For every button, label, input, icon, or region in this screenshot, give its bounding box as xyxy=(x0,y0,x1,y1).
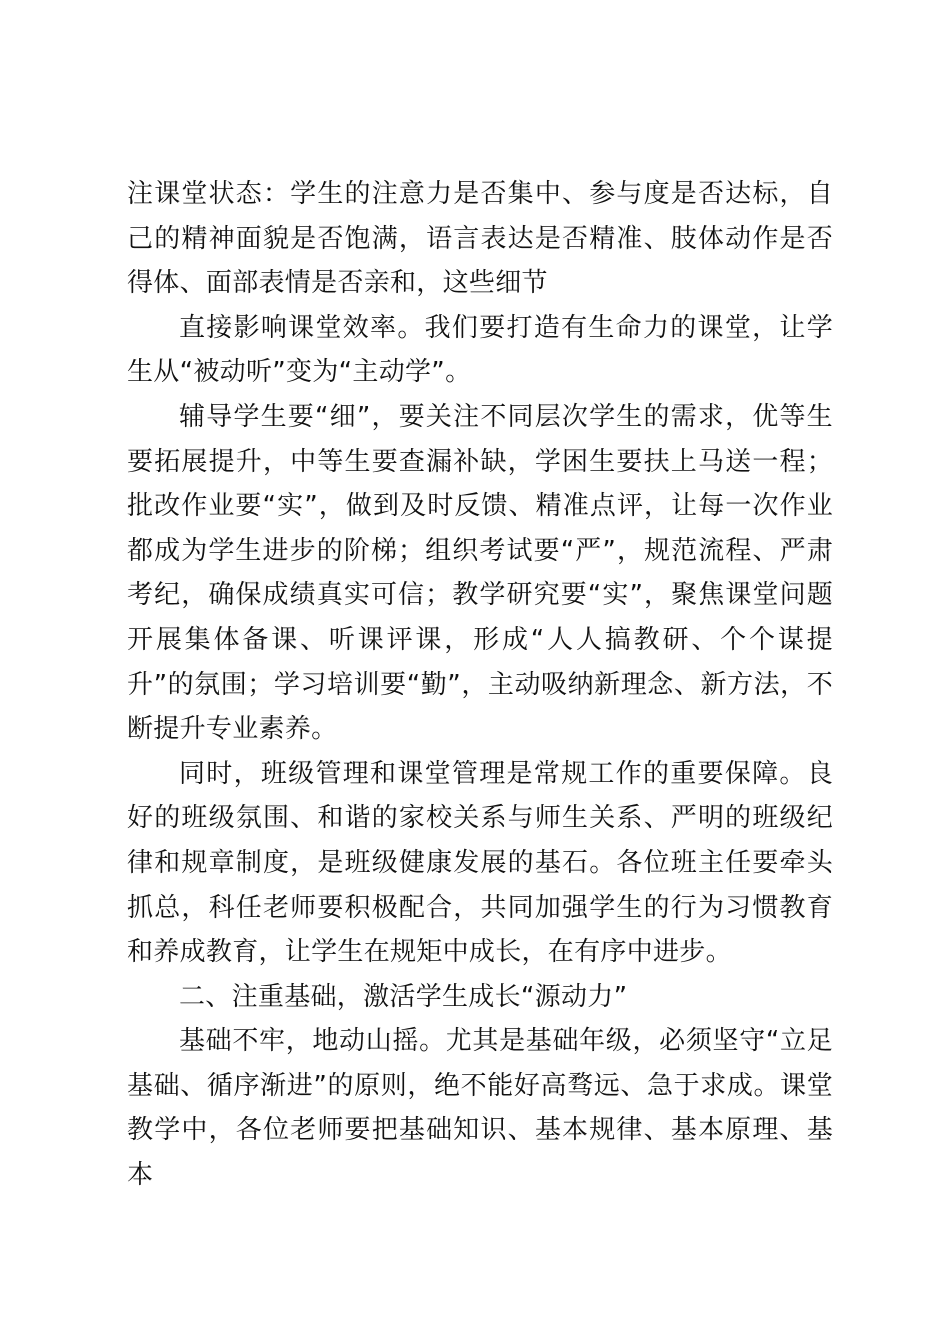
paragraph-classroom-efficiency: 直接影响课堂效率。我们要打造有生命力的课堂，让学生从“被动听”变为“主动学”。 xyxy=(127,312,833,388)
paragraph-class-management: 同时，班级管理和课堂管理是常规工作的重要保障。良好的班级氛围、和谐的家校关系与师生关系、严明的班级纪律和规章制度，是班级健康发展的基石。各位班主任要牵头抓总，科任老师要积极配合，共同加强学生的行为习惯教育和养成教育，让学生在规矩中成长，在有序中进步。 xyxy=(127,758,833,968)
paragraph-foundation-teaching: 基础不牢，地动山摇。尤其是基础年级，必须坚守“立足基础、循序渐进”的原则，绝不能好高骛远、急于求成。课堂教学中，各位老师要把基础知识、基本规律、基本原理、基本 xyxy=(127,1026,833,1191)
paragraph-tutoring-and-research: 辅导学生要“细”，要关注不同层次学生的需求，优等生要拓展提升，中等生要查漏补缺，学困生要扶上马送一程；批改作业要“实”，做到及时反馈、精准点评，让每一次作业都成为学生进步的阶梯；组织考试要“严”，规范流程、严肃考纪，确保成绩真实可信；教学研究要“实”，聚焦课堂问题开展集体备课、听课评课，形成“人人搞教研、个个谋提升”的氛围；学习培训要“勤”，主动吸纳新理念、新方法，不断提升专业素养。 xyxy=(127,401,833,745)
paragraph-classroom-state: 注课堂状态：学生的注意力是否集中、参与度是否达标，自己的精神面貌是否饱满，语言表达是否精准、肢体动作是否得体、面部表情是否亲和，这些细节 xyxy=(127,179,833,299)
document-body xyxy=(127,172,833,1198)
section-heading-foundation: 二、注重基础，激活学生成长“源动力” xyxy=(179,981,628,1012)
